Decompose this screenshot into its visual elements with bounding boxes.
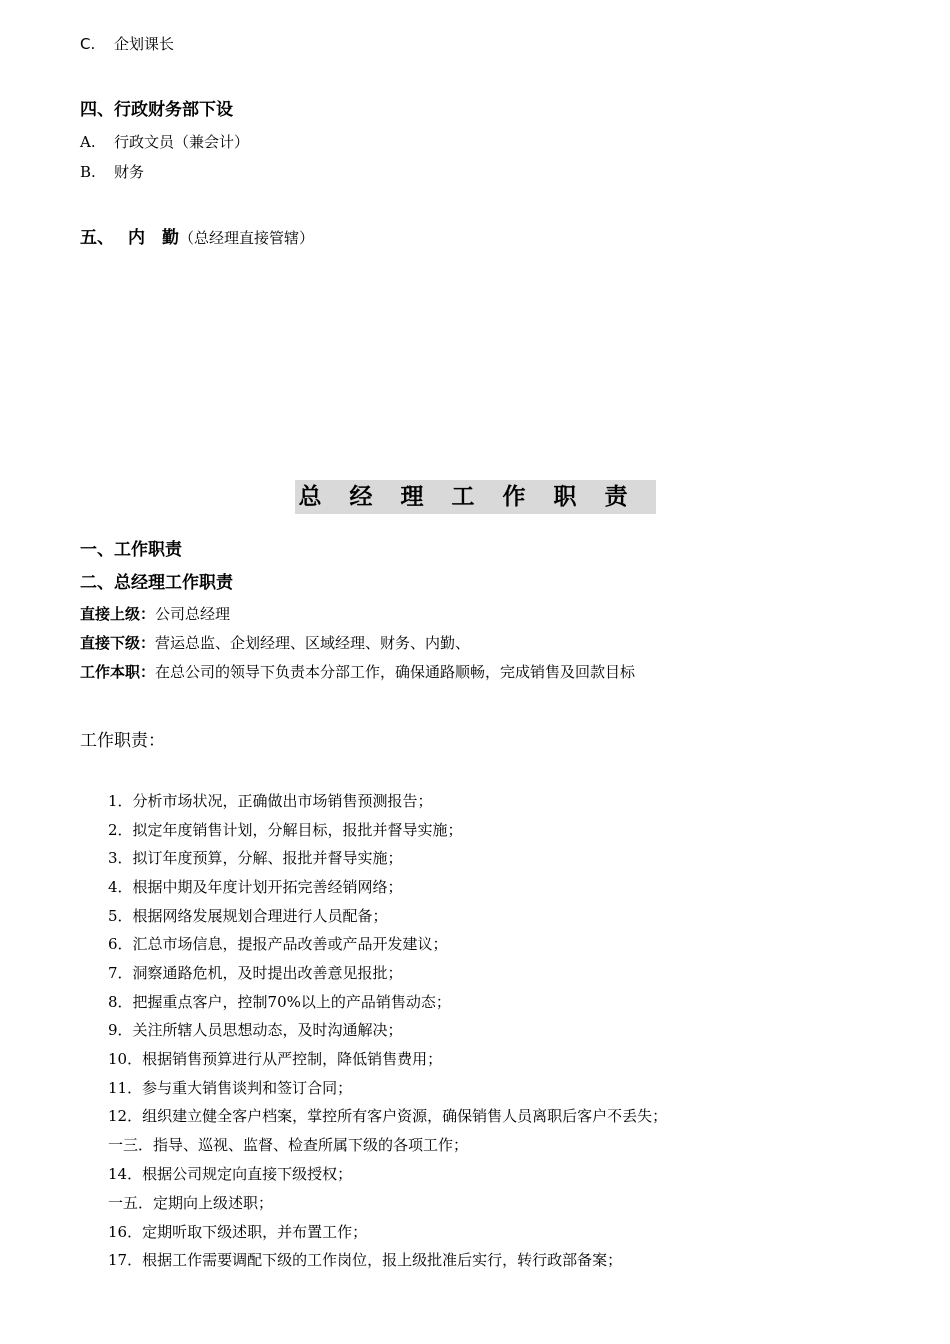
list-item-a — [80, 132, 249, 152]
duty-text: 组织建立健全客户档案，掌控所有客户资源，确保销售人员离职后客户不丢失； — [142, 1107, 668, 1125]
duty-item — [108, 1020, 403, 1040]
duty-item — [108, 1049, 442, 1069]
duty-item — [108, 1135, 468, 1155]
section-heading-1: 一、工作职责 — [80, 540, 182, 560]
section-heading-5 — [80, 228, 314, 248]
duty-text: 根据工作需要调配下级的工作岗位，报上级批准后实行，转行政部备案； — [142, 1251, 623, 1269]
duty-item — [108, 906, 388, 926]
duty-item — [108, 1193, 273, 1213]
duty-number: 5． — [108, 907, 133, 925]
duty-text: 定期向上级述职； — [153, 1194, 274, 1212]
duty-number: 12． — [108, 1107, 143, 1125]
duty-text: 关注所辖人员思想动态，及时沟通解决； — [132, 1021, 403, 1039]
field-value: 营运总监、企划经理、区域经理、财务、内勤、 — [155, 634, 471, 652]
duty-number: 14． — [108, 1165, 143, 1183]
duty-number: 4． — [108, 878, 133, 896]
duty-number: 一三． — [108, 1136, 154, 1154]
list-text: 财务 — [114, 163, 145, 181]
duty-item — [108, 848, 403, 868]
duty-number: 16． — [108, 1223, 143, 1241]
duty-text: 参与重大销售谈判和签订合同； — [142, 1079, 353, 1097]
duty-item — [108, 1106, 667, 1126]
duty-text: 指导、巡视、监督、检查所属下级的各项工作； — [153, 1136, 469, 1154]
heading-main: 内 勤 — [128, 228, 179, 248]
job-role — [80, 662, 635, 682]
field-label: 工作本职： — [80, 663, 156, 681]
duty-item — [108, 963, 403, 983]
direct-subordinate — [80, 633, 470, 653]
field-label: 直接上级： — [80, 605, 156, 623]
duty-number: 6． — [108, 935, 133, 953]
duty-text: 根据销售预算进行从严控制，降低销售费用； — [142, 1050, 443, 1068]
duty-number: 3． — [108, 849, 133, 867]
duty-number: 1． — [108, 792, 133, 810]
field-value: 在总公司的领导下负责本分部工作，确保通路顺畅，完成销售及回款目标 — [155, 663, 636, 681]
duty-number: 一五． — [108, 1194, 154, 1212]
duty-item — [108, 1164, 352, 1184]
field-value: 公司总经理 — [155, 605, 231, 623]
heading-note: （总经理直接管辖） — [179, 229, 315, 247]
list-marker: B. — [80, 163, 96, 181]
duty-text: 拟订年度预算，分解、报批并督导实施； — [132, 849, 403, 867]
list-item-c — [80, 34, 174, 54]
list-text: 行政文员（兼会计） — [114, 133, 250, 151]
duty-number: 17． — [108, 1251, 143, 1269]
duty-item — [108, 791, 433, 811]
duty-item — [108, 1078, 352, 1098]
duty-text: 根据网络发展规划合理进行人员配备； — [132, 907, 388, 925]
direct-superior — [80, 604, 230, 624]
duty-number: 2． — [108, 821, 133, 839]
list-item-b — [80, 162, 144, 182]
duty-number: 9． — [108, 1021, 133, 1039]
duty-text: 定期听取下级述职，并布置工作； — [142, 1223, 368, 1241]
list-text: 企划课长 — [114, 35, 175, 53]
duty-text: 把握重点客户，控制70%以上的产品销售动态； — [132, 993, 451, 1011]
duty-text: 拟定年度销售计划，分解目标，报批并督导实施； — [132, 821, 463, 839]
duty-number: 10． — [108, 1050, 143, 1068]
duty-item — [108, 934, 448, 954]
duty-item — [108, 820, 463, 840]
list-marker: C. — [80, 35, 96, 53]
field-label: 直接下级： — [80, 634, 156, 652]
duty-text: 分析市场状况，正确做出市场销售预测报告； — [132, 792, 433, 810]
duty-number: 8． — [108, 993, 133, 1011]
duty-item — [108, 877, 403, 897]
section-heading-4: 四、行政财务部下设 — [80, 100, 233, 120]
duty-text: 根据公司规定向直接下级授权； — [142, 1165, 353, 1183]
document-title-wrap — [0, 480, 950, 514]
duty-number: 11． — [108, 1079, 143, 1097]
duty-item — [108, 1250, 622, 1270]
heading-prefix: 五、 — [80, 228, 114, 248]
duty-text: 汇总市场信息，提报产品改善或产品开发建议； — [132, 935, 448, 953]
duty-text: 根据中期及年度计划开拓完善经销网络； — [132, 878, 403, 896]
document-title: 总经理工作职责 — [295, 480, 656, 514]
section-heading-2: 二、总经理工作职责 — [80, 573, 233, 593]
duty-number: 7． — [108, 964, 133, 982]
duty-item — [108, 992, 451, 1012]
duty-text: 洞察通路危机，及时提出改善意见报批； — [132, 964, 403, 982]
duties-heading: 工作职责： — [80, 731, 165, 751]
duty-item — [108, 1222, 367, 1242]
list-marker: A. — [80, 133, 96, 151]
